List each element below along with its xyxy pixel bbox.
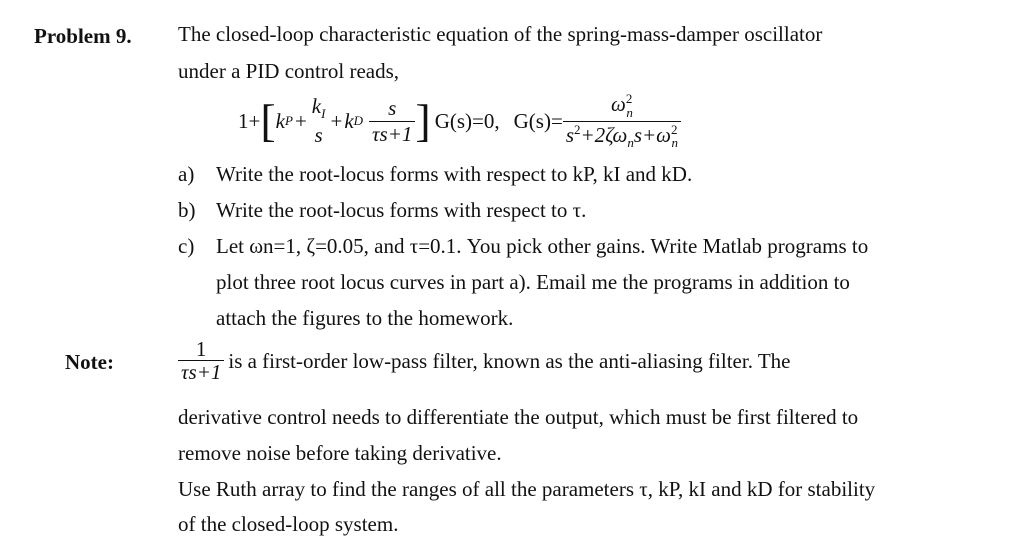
eq-g-den-a-sup: 2 — [574, 121, 581, 137]
eq-kd-sub: D — [353, 113, 364, 128]
eq-g-def: G(s)= — [513, 108, 563, 133]
item-c — [178, 232, 868, 260]
item-c-text-line-1: Let ωn=1, ζ=0.05, and τ=0.1. You pick other gains. Write Matlab programs to — [216, 234, 869, 258]
item-c-letter: c) — [178, 234, 195, 258]
note-label: Note: — [65, 350, 114, 374]
intro-line-1: The closed-loop characteristic equation of the spring-mass-damper oscillator — [178, 22, 823, 46]
note-line-1-text: is a first-order low-pass filter, known as the anti-aliasing filter. The — [228, 348, 791, 373]
eq-ki-fraction — [309, 94, 329, 147]
problem-label: Problem 9. — [34, 24, 132, 48]
eq-g-den-b-sub: n — [627, 134, 634, 150]
note-frac-num: 1 — [195, 337, 207, 361]
eq-kd: k — [344, 108, 354, 133]
eq-left-bracket: [ — [260, 95, 276, 146]
item-b — [178, 196, 586, 224]
note-frac-den: τs+1 — [178, 360, 224, 383]
note-line-4: Use Ruth array to find the ranges of all the parameters τ, kP, kI and kD for stability — [178, 477, 876, 501]
eq-g-num-sub: n — [626, 104, 633, 120]
eq-g-den-c: s+ω — [633, 122, 671, 147]
note-line-3: remove noise before taking derivative. — [178, 441, 502, 465]
eq-filter-den: τs+1 — [369, 121, 415, 147]
eq-filter-fraction — [369, 96, 415, 147]
eq-g-num-sup: 2 — [625, 91, 633, 107]
eq-kp: k — [275, 108, 285, 133]
note-fraction — [178, 338, 224, 383]
eq-g-den-c-sub: n — [671, 134, 678, 150]
eq-plus-1: + — [294, 108, 307, 133]
eq-g-den-a: s — [565, 122, 574, 147]
item-a-text: Write the root-locus forms with respect to kP, kI and kD. — [216, 162, 693, 186]
note-line-2: derivative control needs to differentiate the output, which must be first filtered to — [178, 405, 859, 429]
item-b-text: Write the root-locus forms with respect to τ. — [216, 198, 587, 222]
eq-g-den-b: +2ζω — [580, 122, 628, 147]
item-a-letter: a) — [178, 162, 195, 186]
item-c-text-line-2: plot three root locus curves in part a). Email me the programs in addition to — [216, 270, 850, 294]
item-b-letter: b) — [178, 198, 196, 222]
characteristic-equation — [238, 88, 681, 154]
eq-filter-num: s — [388, 95, 397, 120]
item-c-text-line-3: attach the figures to the homework. — [216, 306, 514, 330]
item-a — [178, 160, 692, 188]
note-line-5: of the closed-loop system. — [178, 512, 399, 536]
eq-ki-num: k — [311, 94, 322, 119]
intro-line-2: under a PID control reads, — [178, 59, 400, 83]
eq-g-fraction — [563, 91, 681, 150]
eq-g-den-c-sup: 2 — [670, 121, 678, 137]
eq-plus-2: + — [330, 108, 343, 133]
eq-kp-sub: P — [285, 113, 293, 128]
eq-right-bracket: ] — [415, 95, 431, 146]
eq-ki-den: s — [314, 122, 323, 147]
eq-g-equals-zero: G(s)=0, — [434, 108, 500, 133]
note-line-1 — [178, 338, 790, 383]
eq-one-plus: 1+ — [238, 108, 261, 133]
eq-ki-sub: I — [321, 106, 326, 122]
eq-g-num: ω — [610, 92, 626, 117]
